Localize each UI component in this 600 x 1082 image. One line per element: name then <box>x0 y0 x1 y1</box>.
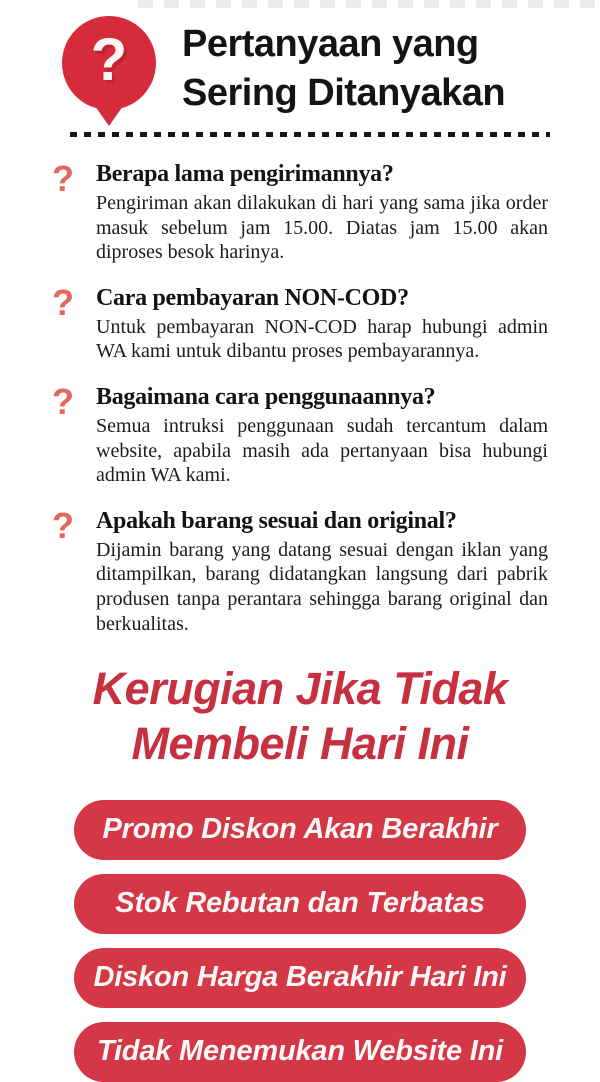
loss-pill-promo: Promo Diskon Akan Berakhir <box>74 800 526 860</box>
faq-item <box>52 504 548 636</box>
loss-pill-diskon: Diskon Harga Berakhir Hari Ini <box>74 948 526 1008</box>
question-balloon-circle <box>62 16 156 110</box>
question-balloon-tail <box>95 106 123 126</box>
loss-heading-line2: Membeli Hari Ini <box>131 718 469 770</box>
faq-answer: Dijamin barang yang datang sesuai dengan iklan yang ditampilkan, barang didatangkan langsung dari pabrik produsen tanpa perantara sehingga barang original dan berkualitas. <box>96 538 548 635</box>
page-title-line2: Sering Ditanyakan <box>182 72 506 115</box>
faq-item <box>52 281 548 364</box>
faq-list <box>0 137 600 636</box>
question-mark-icon: ? <box>52 380 74 422</box>
faq-header <box>0 0 600 128</box>
faq-question: Cara pembayaran NON-COD? <box>96 284 409 311</box>
question-mark-icon: ? <box>52 281 74 323</box>
loss-heading-line1: Kerugian Jika Tidak <box>92 663 508 715</box>
loss-pill-stok: Stok Rebutan dan Terbatas <box>74 874 526 934</box>
loss-pill-list <box>0 800 600 1082</box>
faq-item <box>52 158 548 265</box>
loss-pill-website: Tidak Menemukan Website Ini <box>74 1022 526 1082</box>
question-mark-icon: ? <box>52 504 74 546</box>
faq-question: Apakah barang sesuai dan original? <box>96 507 457 534</box>
faq-question: Bagaimana cara penggunaannya? <box>96 383 436 410</box>
faq-answer: Pengiriman akan dilakukan di hari yang sama jika order masuk sebelum jam 15.00. Diatas jam 15.00 akan diproses besok harinya. <box>96 192 548 264</box>
question-balloon-icon <box>62 16 156 128</box>
faq-answer: Semua intruksi penggunaan sudah tercantum dalam website, apabila masih ada pertanyaan bisa hubungi admin WA kami. <box>96 414 548 487</box>
page-title <box>182 20 505 119</box>
question-mark-icon: ? <box>52 158 74 199</box>
page-title-line1: Pertanyaan yang <box>182 23 479 65</box>
top-dash-decoration <box>138 0 600 8</box>
question-mark-glyph: ? <box>90 26 128 93</box>
faq-item <box>52 380 548 488</box>
faq-answer: Untuk pembayaran NON-COD harap hubungi admin WA kami untuk dibantu proses pembayarannya. <box>96 315 548 363</box>
faq-question: Berapa lama pengirimannya? <box>96 161 394 187</box>
loss-heading <box>0 662 600 772</box>
